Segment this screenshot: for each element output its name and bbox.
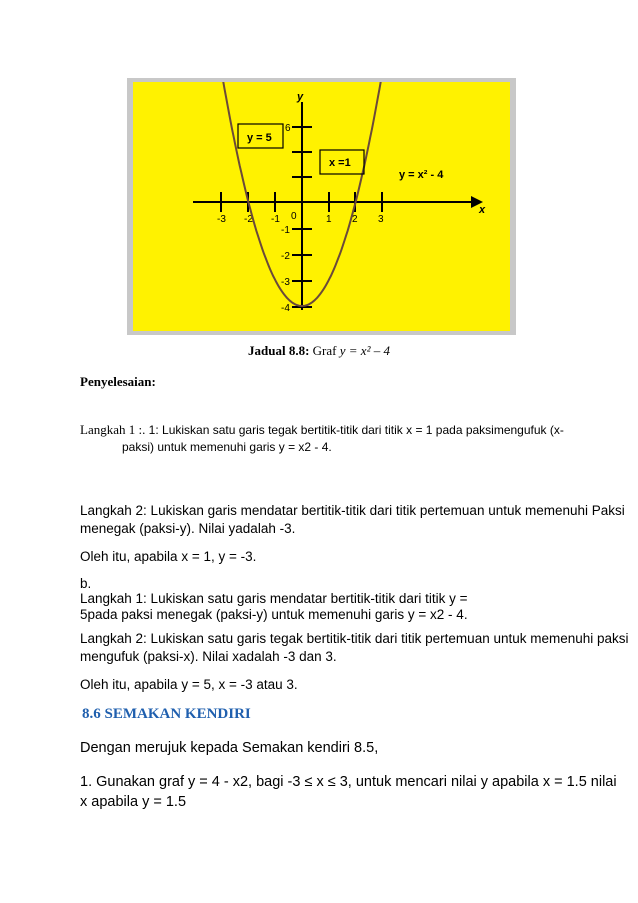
caption-bold: Jadual 8.8: <box>248 343 310 358</box>
oleh-itu-1: Oleh itu, apabila x = 1, y = -3. <box>80 549 257 564</box>
caption-equation: y = x² – 4 <box>339 343 390 358</box>
y-tick-label: -2 <box>281 251 290 262</box>
x-tick-label: 1 <box>326 214 332 225</box>
caption-text: Graf <box>309 343 340 358</box>
y-tick-labels <box>281 123 291 314</box>
x-tick-label: 2 <box>352 214 358 225</box>
step1-text: 1: Lukiskan satu garis tegak bertitik-titik dari titik x = 1 pada paksimengufuk (x- <box>145 423 564 437</box>
part-b-label: b. <box>80 576 92 591</box>
x-tick-label: 3 <box>378 214 384 225</box>
box-y5-label: y = 5 <box>247 132 272 144</box>
x-tick-label: 0 <box>291 211 297 222</box>
figure-caption <box>0 343 638 359</box>
b-step1-line2: 5pada paksi menegak (paksi-y) untuk memenuhi garis y = x2 - 4. <box>80 607 468 622</box>
curve-label: y = x² - 4 <box>399 169 444 181</box>
x-tick-label: -1 <box>271 214 280 225</box>
x-tick-label: -3 <box>217 214 226 225</box>
penyelesaian-heading: Penyelesaian: <box>80 374 156 389</box>
x-tick-labels <box>217 211 384 225</box>
b-step1-line1: Langkah 1: Lukiskan satu garis mendatar bertitik-titik dari titik y = <box>80 591 468 606</box>
y-tick-label: -4 <box>281 303 290 314</box>
question-1-line1: 1. Gunakan graf y = 4 - x2, bagi -3 ≤ x ≤ 3, untuk mencari nilai y apabila x = 1.5 nilai <box>80 774 617 790</box>
x-axis-label: x <box>479 204 486 216</box>
step2-line2: menegak (paksi-y). Nilai yadalah -3. <box>80 521 296 536</box>
box-x1-label: x =1 <box>329 157 351 169</box>
parabola-graph <box>133 82 510 331</box>
intro-text: Dengan merujuk kepada Semakan kendiri 8.5, <box>80 740 379 756</box>
x-tick-label: -2 <box>244 214 253 225</box>
step2-line1: Langkah 2: Lukiskan garis mendatar bertitik-titik dari titik pertemuan untuk memenuhi Paksi <box>80 503 625 518</box>
step1-prefix: Langkah 1 :. <box>80 422 146 437</box>
y-tick-label: -3 <box>281 277 290 288</box>
y-tick-label: 6 <box>285 123 291 134</box>
oleh-itu-2: Oleh itu, apabila y = 5, x = -3 atau 3. <box>80 677 298 692</box>
step1-line2: paksi) untuk memenuhi garis y = x2 - 4. <box>122 440 332 454</box>
question-1-line2: x apabila y = 1.5 <box>80 794 187 810</box>
section-heading: 8.6 SEMAKAN KENDIRI <box>82 706 251 722</box>
b-step2-line1: Langkah 2: Lukiskan satu garis tegak bertitik-titik dari titik pertemuan untuk memenuhi paksi <box>80 631 629 646</box>
step1-line1 <box>80 423 600 437</box>
b-step2-line2: mengufuk (paksi-x). Nilai xadalah -3 dan 3. <box>80 649 337 664</box>
y-axis-label: y <box>297 91 304 103</box>
y-tick-label: -1 <box>281 225 290 236</box>
